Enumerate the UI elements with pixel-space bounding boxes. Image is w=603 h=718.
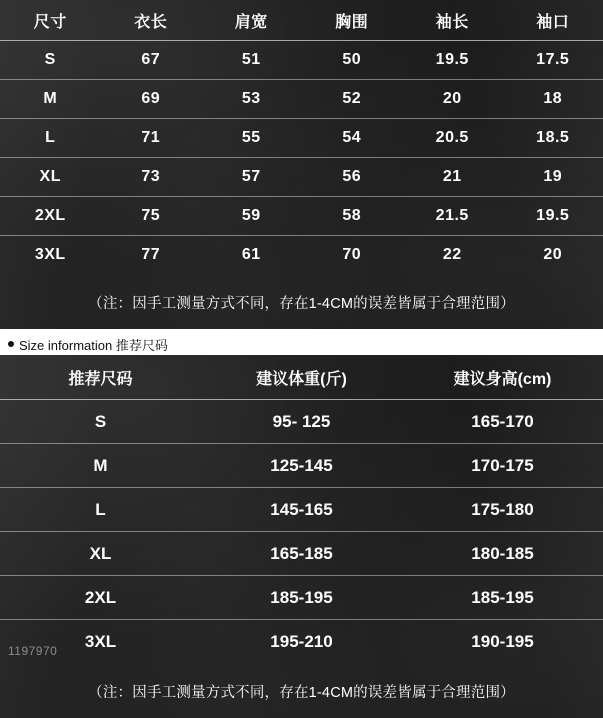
col-header-recommended-size: 推荐尺码 (0, 355, 201, 400)
cell-weight: 95- 125 (201, 400, 402, 444)
cell-shoulder: 59 (201, 197, 302, 236)
cell-length: 75 (101, 197, 202, 236)
table-row (0, 400, 603, 444)
table-row (0, 80, 603, 119)
col-header-length: 衣长 (101, 0, 202, 41)
cell-height: 175-180 (402, 488, 603, 532)
cell-size: M (0, 80, 101, 119)
recommend-table (0, 355, 603, 663)
table-header-row (0, 355, 603, 400)
cell-bust: 50 (302, 41, 403, 80)
table-row (0, 532, 603, 576)
size-chart-section (0, 0, 603, 329)
cell-length: 71 (101, 119, 202, 158)
size-table-header (0, 0, 603, 41)
cell-size: L (0, 119, 101, 158)
cell-weight: 185-195 (201, 576, 402, 620)
size-information-heading (0, 329, 603, 355)
recommend-table-body (0, 400, 603, 664)
cell-length: 73 (101, 158, 202, 197)
col-header-cuff: 袖口 (503, 0, 603, 41)
cell-sleeve-length: 22 (402, 236, 503, 275)
size-table-body (0, 41, 603, 275)
cell-sleeve-length: 21.5 (402, 197, 503, 236)
cell-size: S (0, 41, 101, 80)
cell-length: 77 (101, 236, 202, 275)
cell-height: 180-185 (402, 532, 603, 576)
cell-shoulder: 53 (201, 80, 302, 119)
col-header-height: 建议身高(cm) (402, 355, 603, 400)
cell-length: 69 (101, 80, 202, 119)
col-header-sleeve-length: 袖长 (402, 0, 503, 41)
cell-weight: 165-185 (201, 532, 402, 576)
cell-recommended-size: XL (0, 532, 201, 576)
cell-size: 3XL (0, 236, 101, 275)
cell-cuff: 20 (503, 236, 603, 275)
cell-height: 170-175 (402, 444, 603, 488)
cell-recommended-size: 3XL (0, 620, 201, 664)
cell-shoulder: 61 (201, 236, 302, 275)
cell-recommended-size: L (0, 488, 201, 532)
cell-recommended-size: M (0, 444, 201, 488)
table-row (0, 576, 603, 620)
col-header-bust: 胸围 (302, 0, 403, 41)
cell-bust: 58 (302, 197, 403, 236)
cell-cuff: 19.5 (503, 197, 603, 236)
table-row (0, 119, 603, 158)
cell-bust: 70 (302, 236, 403, 275)
table-row (0, 197, 603, 236)
watermark-text: 1197970 (8, 644, 57, 658)
table-row (0, 41, 603, 80)
cell-weight: 195-210 (201, 620, 402, 664)
cell-recommended-size: 2XL (0, 576, 201, 620)
cell-sleeve-length: 20.5 (402, 119, 503, 158)
cell-bust: 52 (302, 80, 403, 119)
cell-recommended-size: S (0, 400, 201, 444)
cell-size: 2XL (0, 197, 101, 236)
bullet-dot-icon (8, 341, 14, 347)
col-header-size: 尺寸 (0, 0, 101, 41)
size-table (0, 0, 603, 274)
table-row (0, 236, 603, 275)
cell-cuff: 18 (503, 80, 603, 119)
col-header-weight: 建议体重(斤) (201, 355, 402, 400)
cell-sleeve-length: 21 (402, 158, 503, 197)
cell-shoulder: 55 (201, 119, 302, 158)
cell-weight: 125-145 (201, 444, 402, 488)
cell-sleeve-length: 19.5 (402, 41, 503, 80)
table-row (0, 444, 603, 488)
size-information-label: Size information 推荐尺码 (19, 338, 168, 353)
cell-bust: 54 (302, 119, 403, 158)
cell-cuff: 18.5 (503, 119, 603, 158)
col-header-shoulder: 肩宽 (201, 0, 302, 41)
cell-size: XL (0, 158, 101, 197)
table-row (0, 620, 603, 664)
recommend-table-header (0, 355, 603, 400)
cell-bust: 56 (302, 158, 403, 197)
cell-height: 165-170 (402, 400, 603, 444)
cell-shoulder: 57 (201, 158, 302, 197)
cell-weight: 145-165 (201, 488, 402, 532)
table-row (0, 158, 603, 197)
recommend-table-note: （注：因手工测量方式不同，存在1-4CM的误差皆属于合理范围） (0, 663, 603, 718)
table-row (0, 488, 603, 532)
table-header-row (0, 0, 603, 41)
cell-length: 67 (101, 41, 202, 80)
cell-shoulder: 51 (201, 41, 302, 80)
size-table-note: （注：因手工测量方式不同，存在1-4CM的误差皆属于合理范围） (0, 274, 603, 329)
cell-cuff: 19 (503, 158, 603, 197)
cell-cuff: 17.5 (503, 41, 603, 80)
cell-height: 190-195 (402, 620, 603, 664)
cell-sleeve-length: 20 (402, 80, 503, 119)
cell-height: 185-195 (402, 576, 603, 620)
